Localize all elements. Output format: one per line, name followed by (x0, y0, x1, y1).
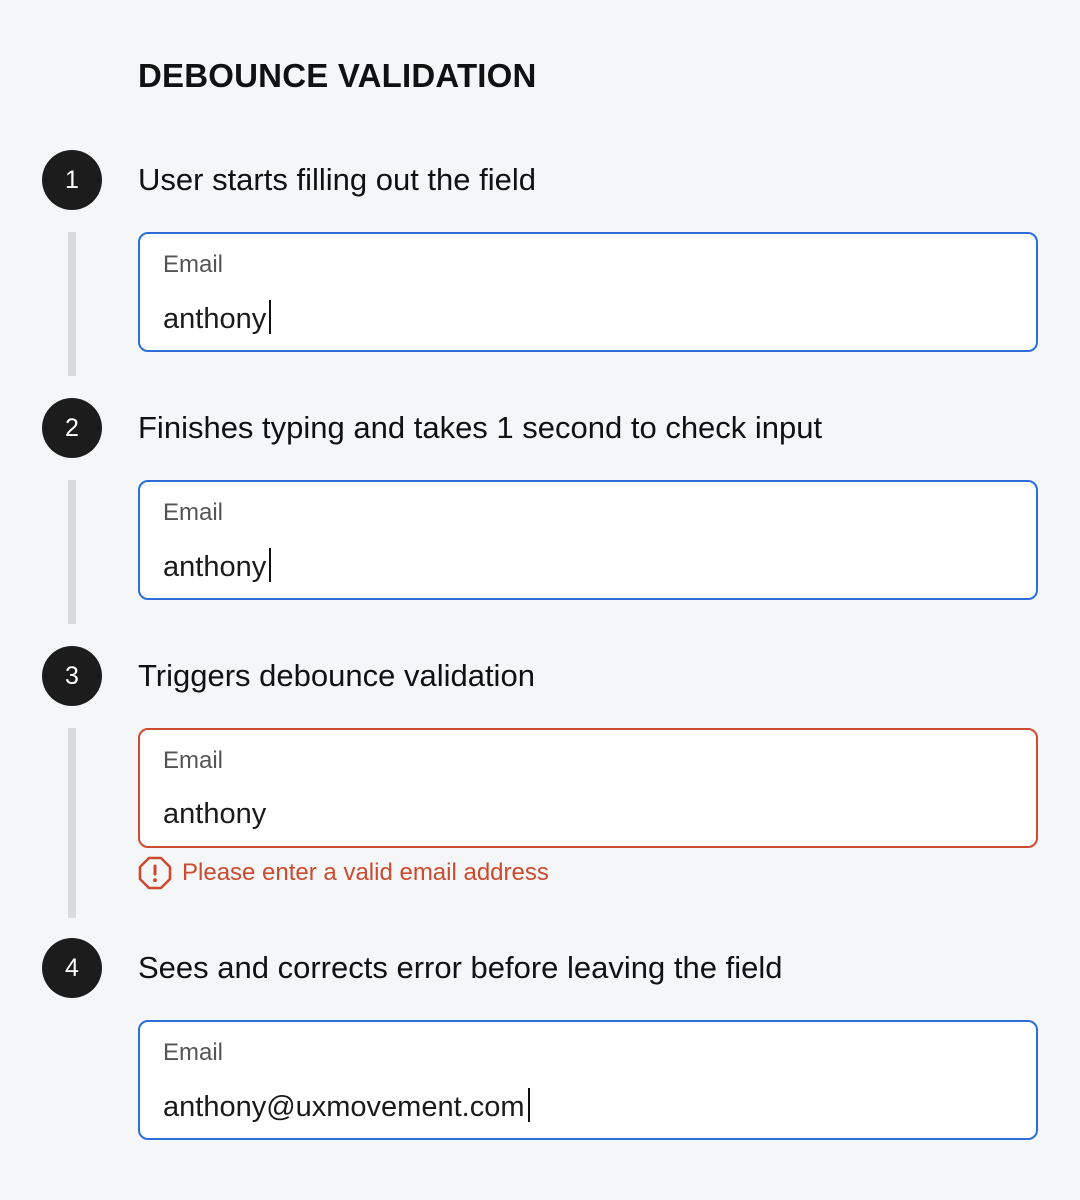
step-number-badge: 1 (42, 150, 102, 210)
error-message (138, 856, 549, 890)
step-connector-line (68, 728, 76, 918)
text-caret (528, 1088, 530, 1122)
email-field-label: Email (163, 747, 224, 774)
alert-octagon-icon (138, 856, 172, 890)
step-description: Triggers debounce validation (138, 658, 535, 693)
step-description: User starts filling out the field (138, 162, 537, 197)
step-description: Sees and corrects error before leaving the field (138, 950, 783, 985)
email-field-value[interactable]: anthony@uxmovement.com (163, 1088, 530, 1125)
step-number-badge: 4 (42, 938, 102, 998)
email-field-value[interactable]: anthony (163, 798, 267, 830)
step-connector-line (68, 480, 76, 624)
email-field-label: Email (163, 499, 224, 526)
error-message-text: Please enter a valid email address (182, 859, 549, 886)
text-caret (269, 300, 271, 334)
step-description: Finishes typing and takes 1 second to check input (138, 410, 823, 445)
email-field[interactable] (138, 480, 1038, 600)
email-field-error[interactable] (138, 728, 1038, 848)
text-caret (269, 548, 271, 582)
step-number-badge: 3 (42, 646, 102, 706)
step-number-badge: 2 (42, 398, 102, 458)
email-field-value[interactable]: anthony (163, 300, 271, 337)
step-connector-line (68, 232, 76, 376)
email-field-value[interactable]: anthony (163, 548, 271, 585)
email-field-label: Email (163, 1039, 224, 1066)
email-field[interactable] (138, 1020, 1038, 1140)
email-field-label: Email (163, 251, 224, 278)
email-field[interactable] (138, 232, 1038, 352)
page-title: DEBOUNCE VALIDATION (138, 57, 537, 94)
